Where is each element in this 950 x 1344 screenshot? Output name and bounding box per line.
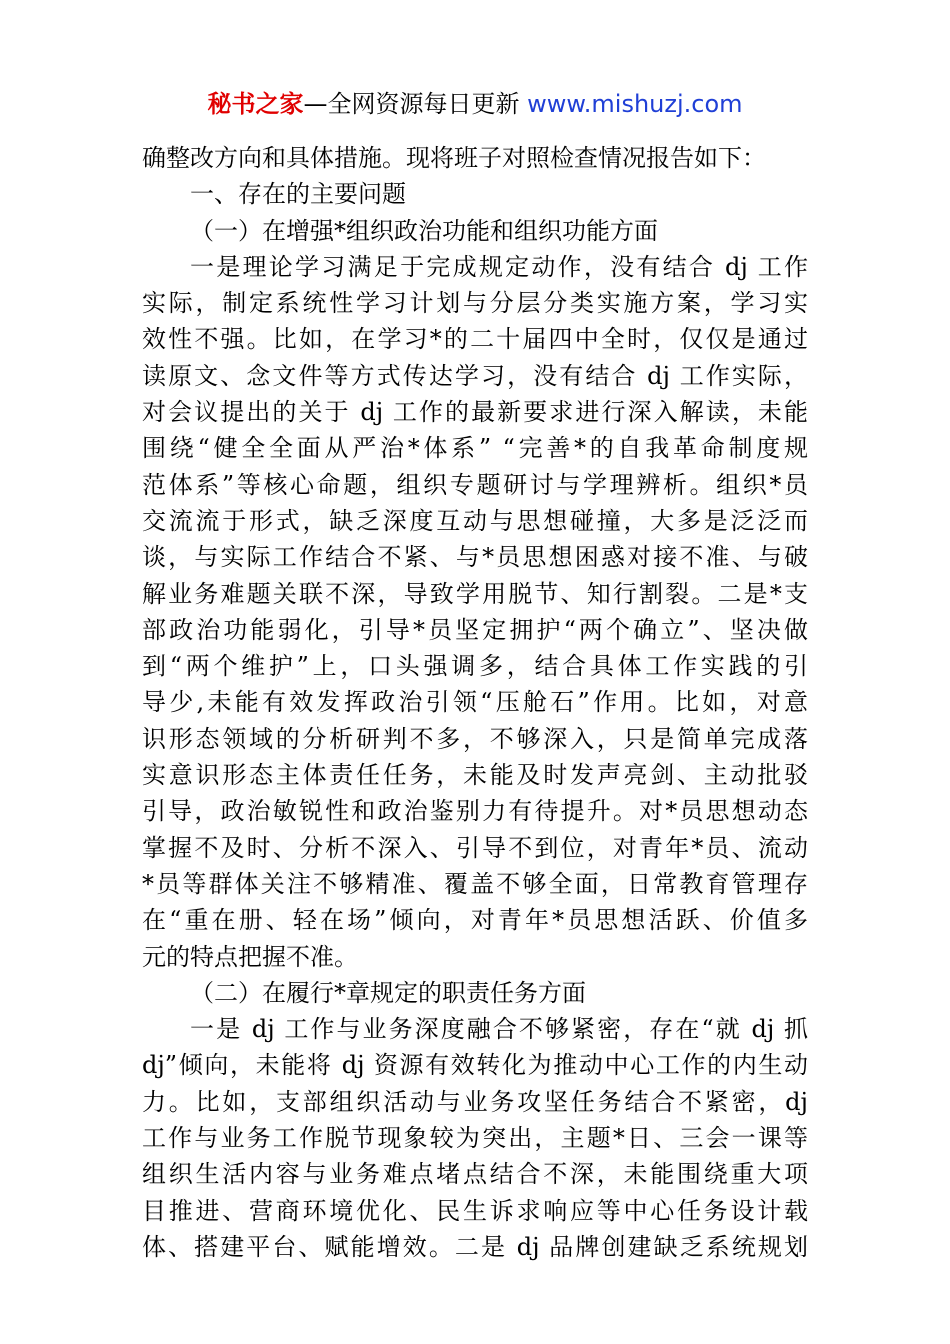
text-line: （一）在增强*组织政治功能和组织功能方面 xyxy=(190,216,658,245)
text-line: 一、存在的主要问题 xyxy=(190,180,406,209)
text-line: 范体系”等核心命题，组织专题研讨与学理辨析。组织*员 xyxy=(142,470,808,499)
text-line: 围绕“健全全面从严治*体系” “完善*的自我革命制度规 xyxy=(142,434,808,463)
text-line: 在“重在册、轻在场”倾向，对青年*员思想活跃、价值多 xyxy=(142,906,808,935)
text-line: 读原文、念文件等方式传达学习，没有结合 dj 工作实际， xyxy=(142,361,808,390)
text-line: 引导，政治敏锐性和政治鉴别力有待提升。对*员思想动态 xyxy=(142,797,808,826)
text-line: 目推进、营商环境优化、民生诉求响应等中心任务设计载 xyxy=(142,1196,808,1225)
text-line: 实际，制定系统性学习计划与分层分类实施方案，学习实 xyxy=(142,289,808,318)
text-line: 组织生活内容与业务难点堵点结合不深，未能围绕重大项 xyxy=(142,1160,808,1189)
site-tagline: —全网资源每日更新 xyxy=(303,90,528,118)
text-line: 解业务难题关联不深，导致学用脱节、知行割裂。二是*支 xyxy=(142,579,808,608)
text-line: 一是 dj 工作与业务深度融合不够紧密，存在“就 dj 抓 xyxy=(190,1015,808,1044)
text-line: 实意识形态主体责任任务，未能及时发声亮剑、主动批驳 xyxy=(142,761,808,790)
document-header xyxy=(0,88,950,120)
text-line: 元的特点把握不准。 xyxy=(142,942,358,971)
text-line: 交流流于形式，缺乏深度互动与思想碰撞，大多是泛泛而 xyxy=(142,506,808,535)
text-line: 掌握不及时、分析不深入、引导不到位，对青年*员、流动 xyxy=(142,833,808,862)
text-line: （二）在履行*章规定的职责任务方面 xyxy=(190,978,586,1007)
text-line: 效性不强。比如，在学习*的二十届四中全时，仅仅是通过 xyxy=(142,325,808,354)
text-line: 对会议提出的关于 dj 工作的最新要求进行深入解读，未能 xyxy=(142,398,808,427)
text-line: 到“两个维护”上，口头强调多，结合具体工作实践的引 xyxy=(142,652,808,681)
text-line: 谈，与实际工作结合不紧、与*员思想困惑对接不准、与破 xyxy=(142,543,808,572)
site-url-link[interactable]: www.mishuzj.com xyxy=(527,90,743,118)
text-line: 确整改方向和具体措施。现将班子对照检查情况报告如下： xyxy=(142,144,766,172)
text-line: dj”倾向，未能将 dj 资源有效转化为推动中心工作的内生动 xyxy=(142,1051,808,1080)
text-line: 体、搭建平台、赋能增效。二是 dj 品牌创建缺乏系统规划 xyxy=(142,1232,808,1261)
text-line: 一是理论学习满足于完成规定动作，没有结合 dj 工作 xyxy=(190,252,808,281)
text-line: 工作与业务工作脱节现象较为突出，主题*日、三会一课等 xyxy=(142,1124,808,1153)
text-line: 部政治功能弱化，引导*员坚定拥护“两个确立”、坚决做 xyxy=(142,615,808,644)
text-line: 力。比如，支部组织活动与业务攻坚任务结合不紧密，dj xyxy=(142,1087,808,1116)
document-body xyxy=(142,140,808,1265)
text-line: 导少,未能有效发挥政治引领“压舱石”作用。比如，对意 xyxy=(142,688,808,717)
site-name: 秘书之家 xyxy=(207,90,304,118)
text-line: 识形态领域的分析研判不多，不够深入，只是简单完成落 xyxy=(142,724,808,753)
text-line: *员等群体关注不够精准、覆盖不够全面，日常教育管理存 xyxy=(142,869,808,898)
